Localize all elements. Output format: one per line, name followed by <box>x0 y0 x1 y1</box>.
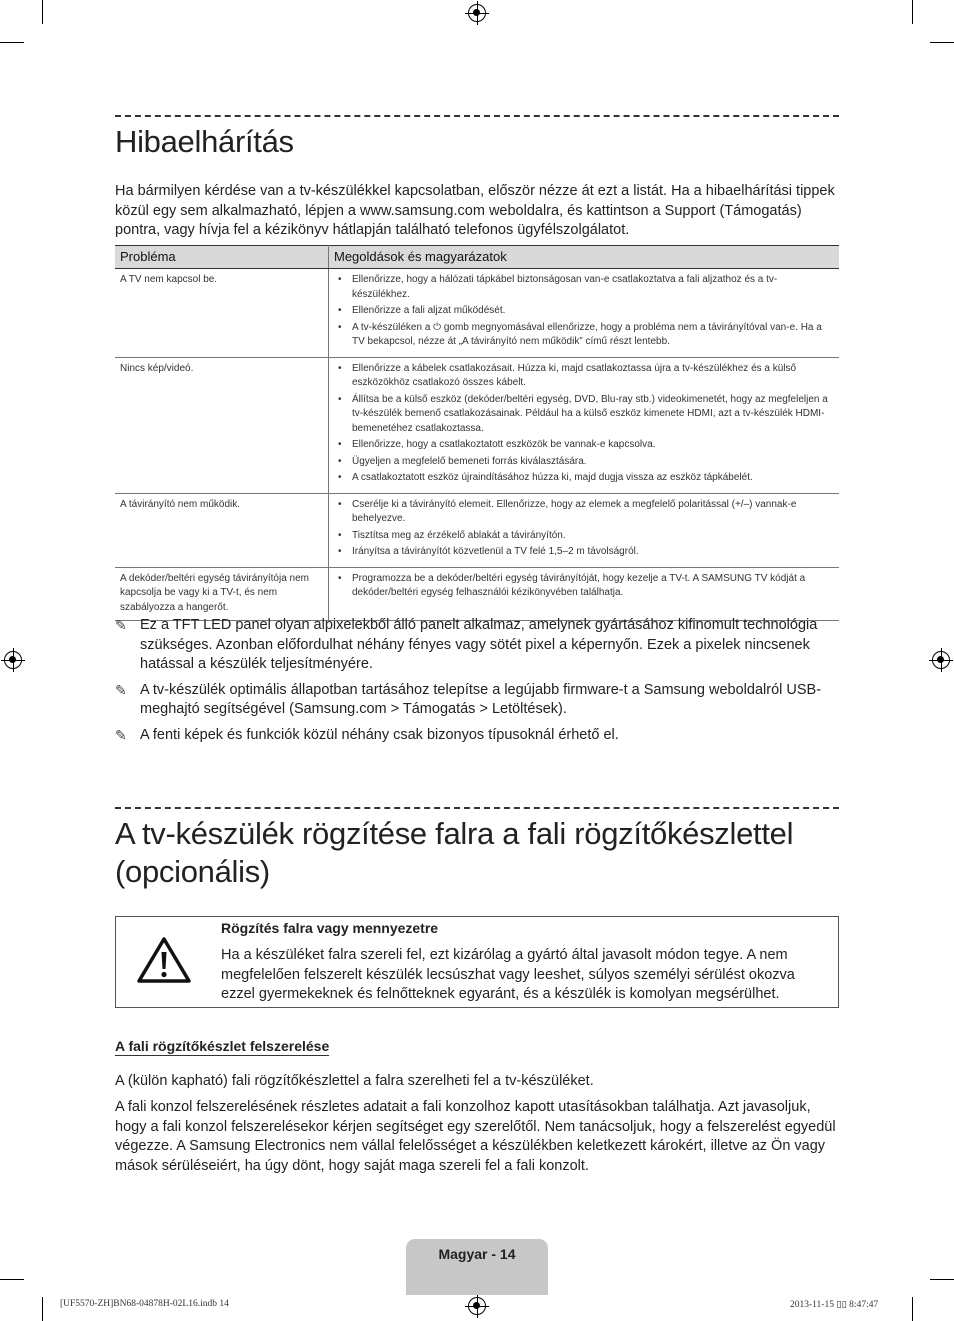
crop-mark <box>912 1297 913 1321</box>
solutions-cell <box>329 567 840 621</box>
note-item <box>115 726 839 746</box>
print-slug-left: [UF5570-ZH]BN68-04878H-02L16.indb 14 <box>60 1299 229 1309</box>
solution-item: • Tisztítsa meg az érzékelő ablakát a távirányítón. <box>334 529 834 544</box>
subheading-wall-mount-install: A fali rögzítőkészlet felszerelése <box>115 1038 330 1054</box>
warning-triangle-icon <box>136 935 192 985</box>
solution-item: • Ellenőrizze a kábelek csatlakozásait. Húzza ki, majd csatlakoztassa újra a tv-készülékhez és a külső eszközökhöz csatlakozó összes kábelt. <box>334 362 834 391</box>
solution-item: • Ellenőrizze, hogy a hálózati tápkábel biztonságosan van-e csatlakoztatva a fali aljzathoz és a tv-készülékhez. <box>334 273 834 302</box>
note-text: A fenti képek és funkciók közül néhány csak bizonyos típusoknál érhető el. <box>140 726 619 743</box>
notes-list <box>115 616 839 751</box>
problem-cell: A távirányító nem működik. <box>115 493 329 567</box>
problem-cell: A dekóder/beltéri egység távirányítója nem kapcsolja be vagy ki a TV-t, és nem szabályozza a hangerőt. <box>115 567 329 621</box>
registration-mark-icon <box>468 1297 486 1315</box>
table-row <box>115 357 839 493</box>
section-title-troubleshooting: Hibaelhárítás <box>115 124 294 159</box>
table-row <box>115 493 839 567</box>
section-divider <box>115 115 839 117</box>
solution-item: • Állítsa be a külső eszköz (dekóder/beltéri egység, DVD, Blu-ray stb.) videokimenetét, hogy az megfeleljen a tv-készülék bemenő csatlakozásainak. Például ha a külső eszköz kimenete HDMI, azt a tv-készülék HDMI-bemenetéhez csatlakoztassa. <box>334 393 834 437</box>
warning-text: Ha a készüléket falra szereli fel, ezt kizárólag a gyártó által javasolt módon tegye. A nem megfelelően felszerelt készülék lecsúszhat vagy leeshet, súlyos személyi sérülést okozva ezzel gyermekeknek és felnőtteknek egyaránt, és a készülék is komolyan megsérülhet. <box>221 947 795 1002</box>
crop-mark <box>0 42 24 43</box>
page-number-tab <box>406 1239 548 1295</box>
warning-title: Rögzítés falra vagy mennyezetre <box>221 920 439 936</box>
note-item <box>115 616 839 675</box>
solution-item: • Ellenőrizze a fali aljzat működését. <box>334 304 834 319</box>
registration-mark-icon <box>932 651 950 669</box>
crop-mark <box>912 0 913 24</box>
crop-mark <box>930 42 954 43</box>
problem-cell: Nincs kép/videó. <box>115 357 329 493</box>
column-header-solutions: Megoldások és magyarázatok <box>329 246 840 269</box>
solution-item: • A tv-készüléken a ⏻ gomb megnyomásával ellenőrizze, hogy a probléma nem a távirányítóval van-e. Ha a TV bekapcsol, nézze át „A távirányító nem működik” című részt lentebb. <box>334 321 834 350</box>
note-text: A tv-készülék optimális állapotban tartásához telepítse a legújabb firmware-t a Samsung weboldalról USB-meghajtó segítségével (Samsung.com > Támogatás > Letöltések). <box>140 681 822 717</box>
solutions-cell <box>329 269 840 358</box>
solution-item: • Irányítsa a távirányítót közvetlenül a TV felé 1,5–2 m távolságról. <box>334 545 834 560</box>
crop-mark <box>42 1297 43 1321</box>
column-header-problem: Probléma <box>115 246 329 269</box>
solution-item: • A csatlakoztatott eszköz újraindításához húzza ki, majd dugja vissza az eszköz tápkábelét. <box>334 471 834 486</box>
table-row <box>115 269 839 358</box>
paragraph: A (külön kapható) fali rögzítőkészlettel a falra szerelheti fel a tv-készüléket. <box>115 1073 594 1089</box>
print-slug-right: 2013-11-15 ▯▯ 8:47:47 <box>790 1300 879 1310</box>
problem-cell: A TV nem kapcsol be. <box>115 269 329 358</box>
pencil-note-icon: ✎ <box>115 617 127 633</box>
solution-item: • Cserélje ki a távirányító elemeit. Ellenőrizze, hogy az elemek a megfelelő polaritással (+/–) vannak-e behelyezve. <box>334 498 834 527</box>
registration-mark-icon <box>4 651 22 669</box>
troubleshooting-table <box>115 245 839 621</box>
solution-item: • Programozza be a dekóder/beltéri egység távirányítóját, hogy kezelje a TV-t. A SAMSUNG TV kódját a dekóder/beltéri egység felhasználói kézikönyvében találhatja. <box>334 572 834 601</box>
crop-mark <box>930 1279 954 1280</box>
pencil-note-icon: ✎ <box>115 681 127 698</box>
registration-mark-icon <box>468 4 486 22</box>
page-label: Magyar - 14 <box>438 1246 516 1262</box>
crop-mark <box>42 0 43 24</box>
paragraph: A fali konzol felszerelésének részletes adatait a fali konzolhoz kapott utasításokban találhatja. Azt javasoljuk, hogy a fali konzol felszerelésekor kérjen segítséget egy szerelőtől. Nem tanácsoljuk, hogy a felszerelést egyedül végezze. A Samsung Electronics nem vállal felelősséget a készülékben keletkezett károkért, illetve az Ön vagy mások sérüléseiért, ha úgy dönt, hogy saját maga szereli fel a fali konzolt. <box>115 1099 836 1174</box>
solutions-cell <box>329 493 840 567</box>
table-row <box>115 567 839 621</box>
section-title-wall-mount: A tv-készülék rögzítése falra a fali rögzítőkészlettel (opcionális) <box>115 816 794 889</box>
table-header-row <box>115 246 839 269</box>
solution-item: • Ügyeljen a megfelelő bemeneti forrás kiválasztására. <box>334 455 834 470</box>
solutions-cell <box>329 357 840 493</box>
warning-box <box>115 916 839 1008</box>
section-divider <box>115 807 839 809</box>
solution-item: • Ellenőrizze, hogy a csatlakoztatott eszközök be vannak-e kapcsolva. <box>334 438 834 453</box>
intro-paragraph: Ha bármilyen kérdése van a tv-készülékkel kapcsolatban, először nézze át ezt a listát. Ha a hibaelhárítási tippek közül egy sem alkalmazható, lépjen a www.samsung.com weboldalra, és kattintson a Support (Támogatás) pontra, vagy hívja fel a kézikönyv hátlapján található telefonos ügyfélszolgálatot. <box>115 183 835 238</box>
crop-mark <box>0 1279 24 1280</box>
note-item <box>115 681 839 720</box>
pencil-note-icon: ✎ <box>115 726 127 743</box>
note-text: Ez a TFT LED panel olyan alpixelekből álló panelt alkalmaz, amelynek gyártásához kifinomult technológia szükséges. Azonban előfordulhat néhány fényes vagy sötét pixel a képernyőn. Ezek a pixelek nincsenek hatással a készülék teljesítményére. <box>140 617 818 672</box>
